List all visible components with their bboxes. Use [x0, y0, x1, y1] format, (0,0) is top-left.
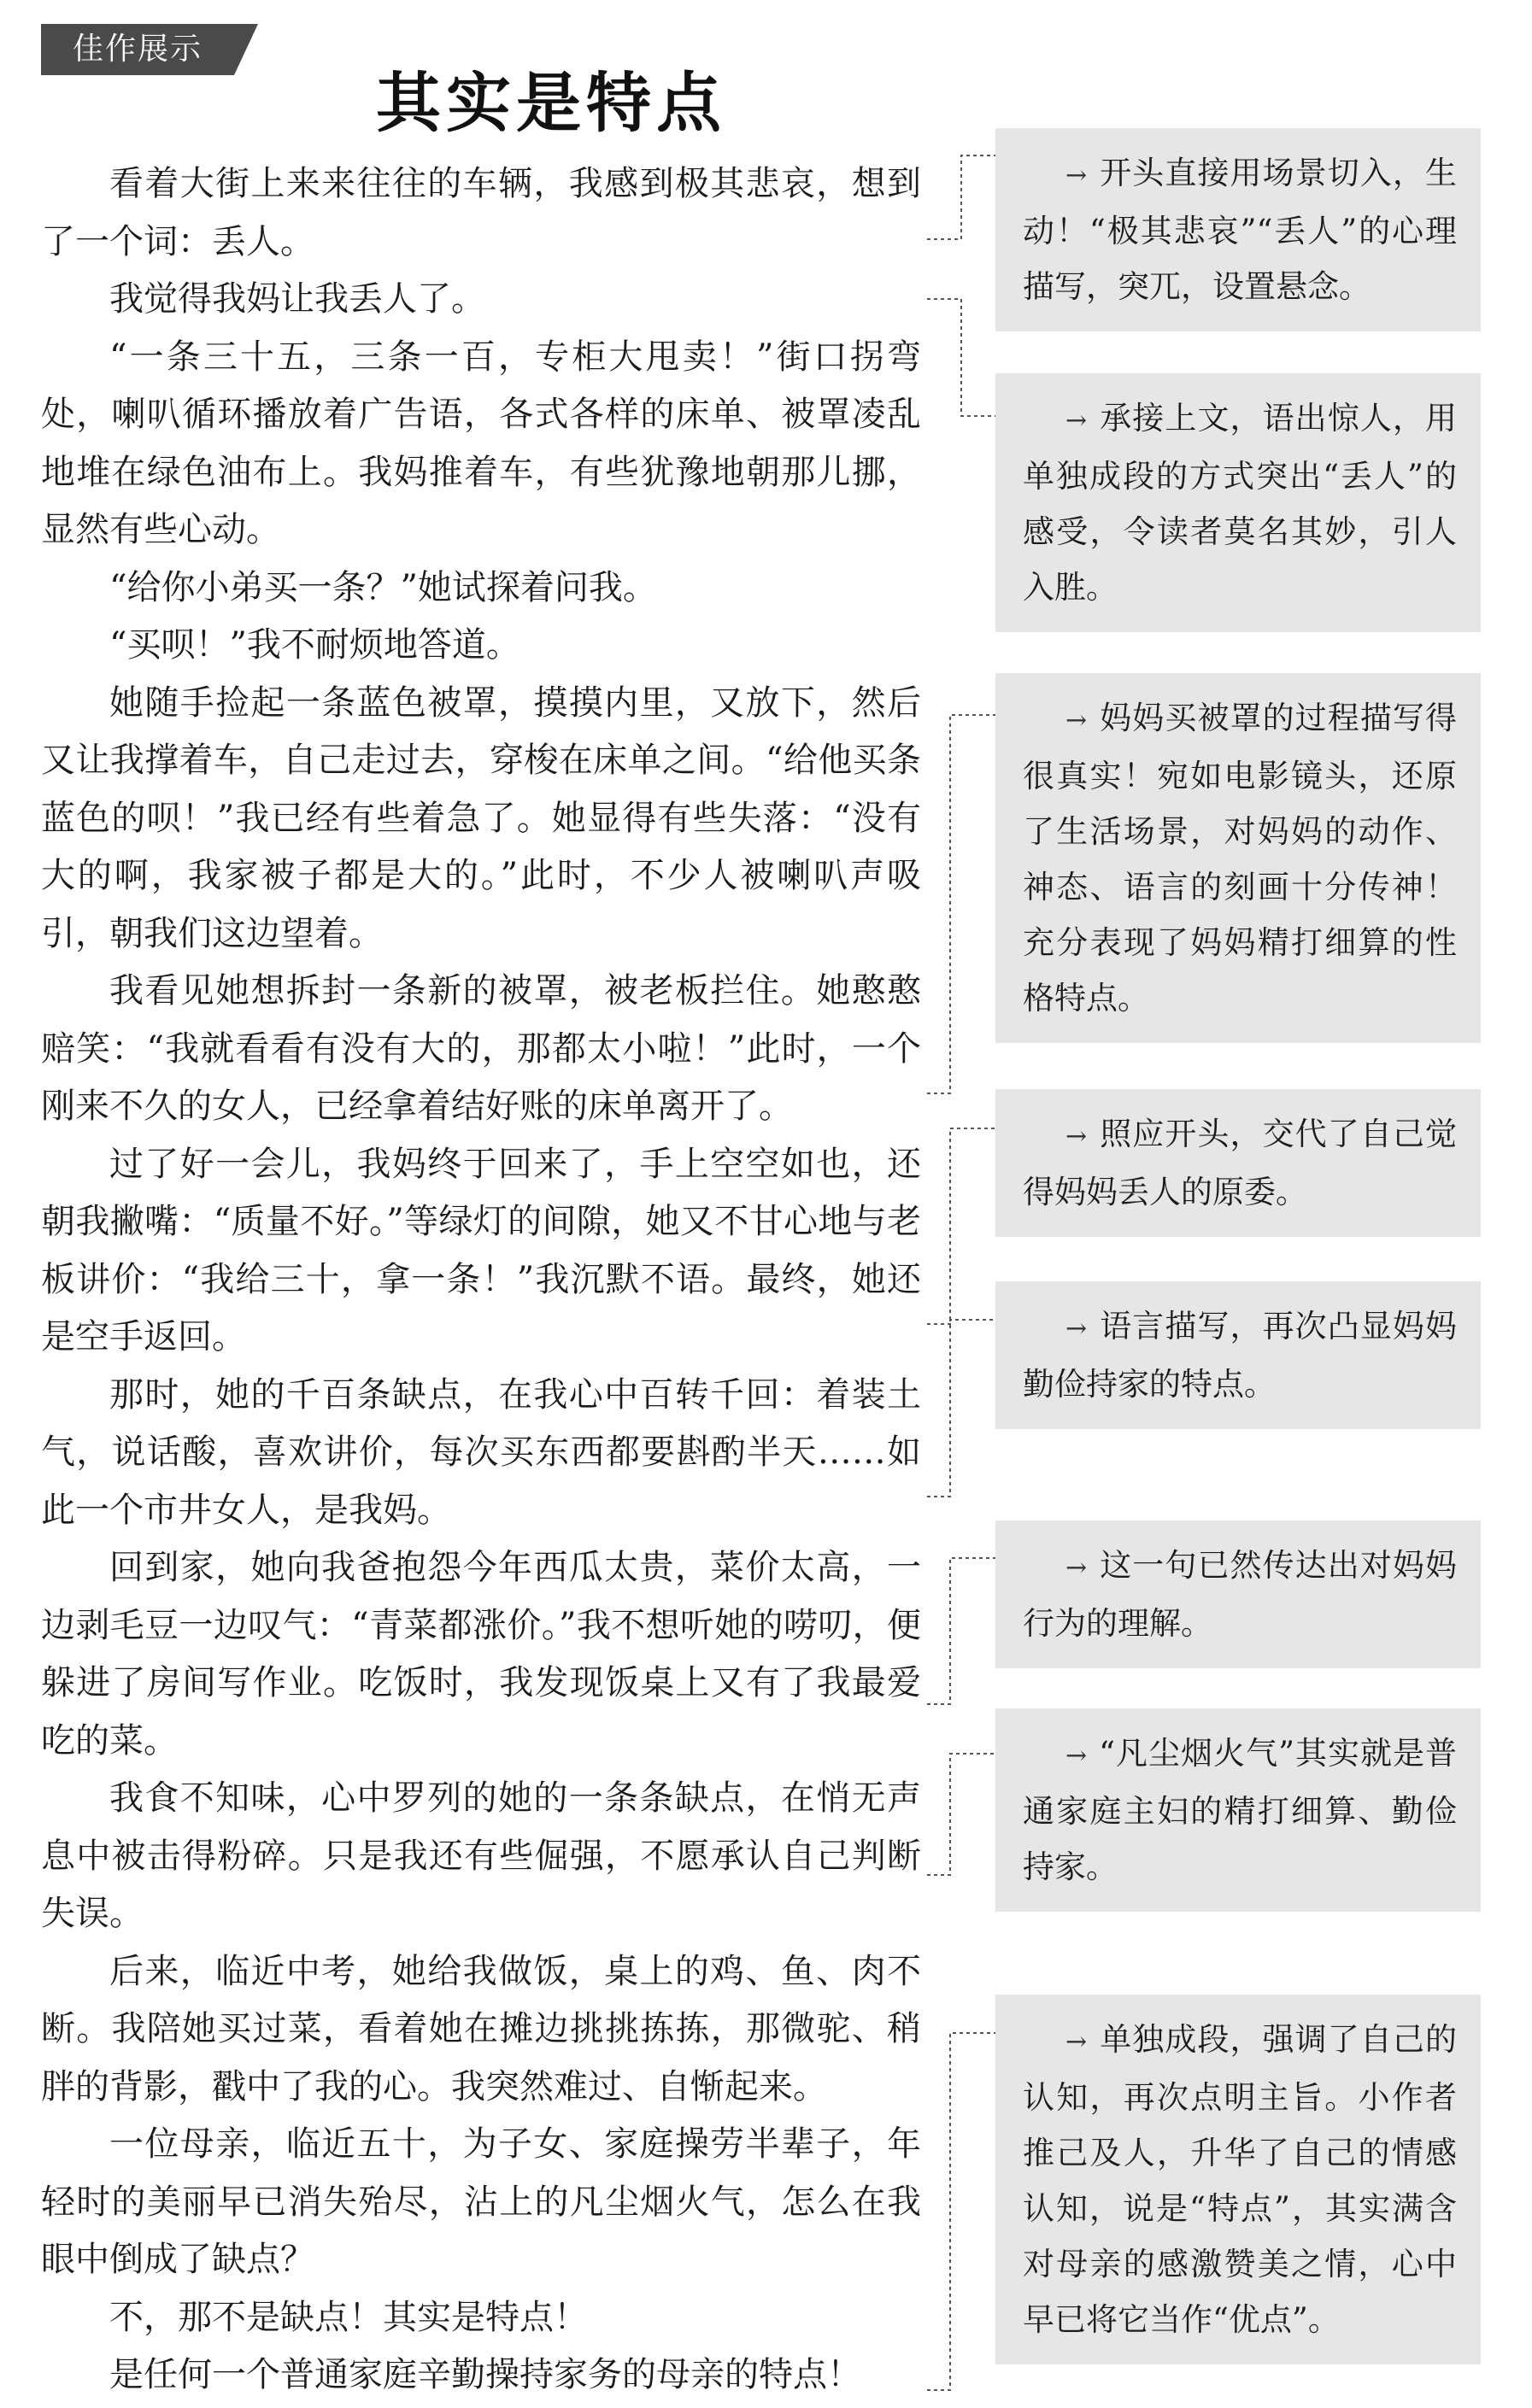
arrow-icon: → — [1065, 1553, 1088, 1583]
comment-box — [995, 128, 1481, 331]
essay-paragraph: 回到家，她向我爸抱怨今年西瓜太贵，菜价太高，一边剥毛豆一边叹气：“青菜都涨价。”我不想听她的唠叨，便躲进了房间写作业。吃饭时，我发现饭桌上又有了我最爱吃的菜。 — [41, 1548, 921, 1761]
comment-box — [995, 1995, 1481, 2364]
comment-text: 开头直接用场景切入，生动！“极其悲哀”“丢人”的心理描写，突兀，设置悬念。 — [1023, 155, 1457, 305]
essay-paragraph: 我觉得我妈让我丢人了。 — [109, 279, 485, 319]
comment-text: “凡尘烟火气”其实就是普通家庭主妇的精打细算、勤俭持家。 — [1023, 1735, 1457, 1885]
essay-paragraph: 我食不知味，心中罗列的她的一条条缺点，在悄无声息中被击得粉碎。只是我还有些倔强，不愿承认自己判断失误。 — [41, 1778, 921, 1933]
comment-box — [995, 1089, 1481, 1237]
essay-paragraph: 她随手捡起一条蓝色被罩，摸摸内里，又放下，然后又让我撑着车，自己走过去，穿梭在床单之间。“给他买条蓝色的呗！”我已经有些着急了。她显得有些失落：“没有大的啊，我家被子都是大的。”此时，不少人被喇叭声吸引，朝我们这边望着。 — [41, 683, 921, 953]
comment-text: 语言描写，再次凸显妈妈勤俭持家的特点。 — [1023, 1308, 1457, 1403]
comment-text: 承接上文，语出惊人，用单独成段的方式突出“丢人”的感受，令读者莫名其妙，引人入胜。 — [1023, 400, 1457, 606]
essay-paragraph: 后来，临近中考，她给我做饭，桌上的鸡、鱼、肉不断。我陪她买过菜，看着她在摊边挑挑拣拣，那微驼、稍胖的背影，戳中了我的心。我突然难过、自惭起来。 — [41, 1951, 921, 2106]
comment-box — [995, 1708, 1481, 1912]
essay-paragraph: 那时，她的千百条缺点，在我心中百转千回：着装土气，说话酸，喜欢讲价，每次买东西都要斟酌半天……如此一个市井女人，是我妈。 — [41, 1374, 921, 1530]
arrow-icon: → — [1065, 1122, 1088, 1151]
comment-box — [995, 673, 1481, 1043]
essay-paragraph: “给你小弟买一条？”她试探着问我。 — [109, 567, 657, 607]
essay-paragraph: 过了好一会儿，我妈终于回来了，手上空空如也，还朝我撇嘴：“质量不好。”等绿灯的间隙，她又不甘心地与老板讲价：“我给三十，拿一条！”我沉默不语。最终，她还是空手返回。 — [41, 1144, 921, 1356]
arrow-icon: → — [1065, 1314, 1088, 1344]
essay-paragraph: 看着大街上来来往往的车辆，我感到极其悲哀，想到了一个词：丢人。 — [41, 164, 921, 261]
comment-box — [995, 1520, 1481, 1668]
comment-box — [995, 1281, 1481, 1429]
essay-paragraph: “买呗！”我不耐烦地答道。 — [109, 625, 520, 665]
comment-text: 这一句已然传达出对妈妈行为的理解。 — [1023, 1547, 1457, 1642]
arrow-icon: → — [1065, 2027, 1088, 2057]
essay-paragraph: 一位母亲，临近五十，为子女、家庭操劳半辈子，年轻时的美丽早已消失殆尽，沾上的凡尘烟火气，怎么在我眼中倒成了缺点？ — [41, 2124, 921, 2279]
essay-paragraph: 不，那不是缺点！其实是特点！ — [109, 2297, 588, 2337]
arrow-icon: → — [1065, 161, 1088, 190]
section-tag: 佳作展示 — [41, 24, 234, 75]
arrow-icon: → — [1065, 1741, 1088, 1771]
comment-text: 单独成段，强调了自己的认知，再次点明主旨。小作者推己及人，升华了自己的情感认知，说是“特点”，其实满含对母亲的感激赞美之情，心中早已将它当作“优点”。 — [1023, 2021, 1457, 2338]
comment-text: 妈妈买被罩的过程描写得很真实！宛如电影镜头，还原了生活场景，对妈妈的动作、神态、语言的刻画十分传神！充分表现了妈妈精打细算的性格特点。 — [1023, 700, 1457, 1017]
arrow-icon: → — [1065, 706, 1088, 735]
essay-paragraph: 是任何一个普通家庭辛勤操持家务的母亲的特点！ — [109, 2355, 861, 2394]
article-title: 其实是特点 — [376, 65, 726, 141]
essay-paragraph: 我看见她想拆封一条新的被罩，被老板拦住。她憨憨赔笑：“我就看看有没有大的，那都太小啦！”此时，一个刚来不久的女人，已经拿着结好账的床单离开了。 — [41, 971, 921, 1126]
essay-body — [41, 155, 921, 2405]
essay-paragraph: “一条三十五，三条一百，专柜大甩卖！”街口拐弯处，喇叭循环播放着广告语，各式各样的床单、被罩凌乱地堆在绿色油布上。我妈推着车，有些犹豫地朝那儿挪，显然有些心动。 — [41, 337, 921, 549]
comment-text: 照应开头，交代了自己觉得妈妈丢人的原委。 — [1023, 1116, 1457, 1210]
arrow-icon: → — [1065, 406, 1088, 436]
comment-box — [995, 373, 1481, 632]
